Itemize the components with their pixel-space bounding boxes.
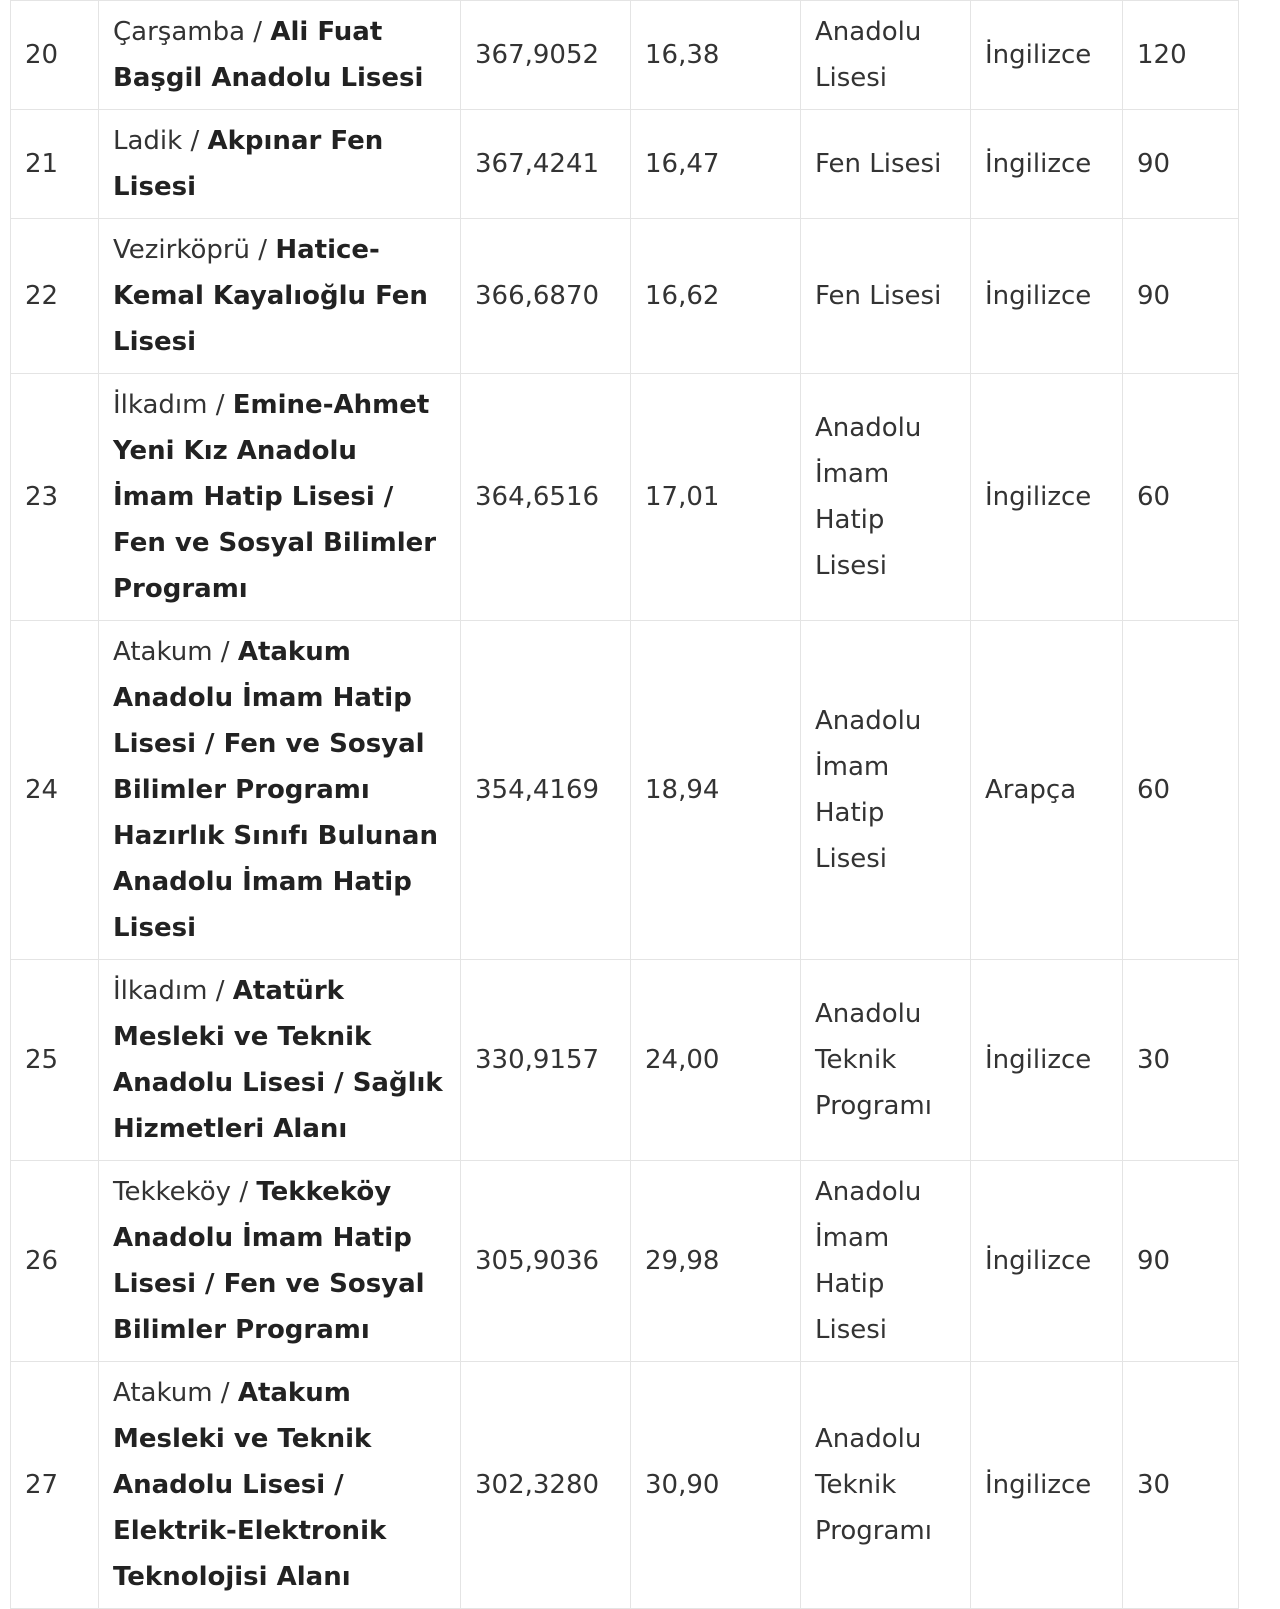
- quota-value: 90: [1137, 1246, 1171, 1276]
- district-name: Atakum: [113, 1378, 213, 1408]
- rank-number: 26: [25, 1246, 59, 1276]
- rank-cell: [11, 1362, 99, 1609]
- school-type-cell: [801, 1, 971, 110]
- score-cell: [461, 374, 631, 621]
- percentile-value: 18,94: [645, 775, 720, 805]
- rank-number: 21: [25, 149, 59, 179]
- table-row: [11, 621, 1239, 960]
- percentile-value: 30,90: [645, 1470, 720, 1500]
- school-table: [10, 0, 1239, 1609]
- base-score: 354,4169: [475, 775, 600, 805]
- table-row: [11, 1, 1239, 110]
- rank-number: 23: [25, 482, 59, 512]
- table-row: [11, 960, 1239, 1161]
- quota-cell: [1123, 1, 1239, 110]
- percentile-value: 16,47: [645, 149, 720, 179]
- percentile-cell: [631, 374, 801, 621]
- percentile-cell: [631, 1161, 801, 1362]
- school-type: Anadolu Lisesi: [815, 17, 922, 93]
- rank-cell: [11, 960, 99, 1161]
- school-cell: Atakum / Atakum Mesleki ve Teknik Anadolu Lisesi / Elektrik-Elektronik Teknolojisi Alanı: [99, 1362, 461, 1609]
- percentile-cell: [631, 110, 801, 219]
- quota-cell: [1123, 1161, 1239, 1362]
- school-name: Tekkeköy Anadolu İmam Hatip Lisesi / Fen ve Sosyal Bilimler Programı: [113, 1177, 425, 1345]
- score-cell: [461, 1362, 631, 1609]
- language-cell: [971, 960, 1123, 1161]
- school-name: Hatice-Kemal Kayalıoğlu Fen Lisesi: [113, 235, 428, 357]
- language-cell: [971, 374, 1123, 621]
- school-type-cell: [801, 960, 971, 1161]
- score-cell: [461, 110, 631, 219]
- score-cell: [461, 621, 631, 960]
- school-type: Fen Lisesi: [815, 149, 942, 179]
- table-row: [11, 110, 1239, 219]
- district-name: Çarşamba: [113, 17, 246, 47]
- base-score: 330,9157: [475, 1045, 600, 1075]
- table-body: [11, 1, 1239, 1609]
- school-type-cell: [801, 1362, 971, 1609]
- school-cell: Atakum / Atakum Anadolu İmam Hatip Lisesi / Fen ve Sosyal Bilimler Programı Hazırlık Sınıfı Bulunan Anadolu İmam Hatip Lisesi: [99, 621, 461, 960]
- language-cell: [971, 1362, 1123, 1609]
- school-cell: İlkadım / Emine-Ahmet Yeni Kız Anadolu İmam Hatip Lisesi / Fen ve Sosyal Bilimler Programı: [99, 374, 461, 621]
- percentile-cell: [631, 1362, 801, 1609]
- school-type: Fen Lisesi: [815, 281, 942, 311]
- school-name: Atakum Anadolu İmam Hatip Lisesi / Fen ve Sosyal Bilimler Programı Hazırlık Sınıfı Bulunan Anadolu İmam Hatip Lisesi: [113, 637, 438, 943]
- school-type-cell: [801, 1161, 971, 1362]
- school-cell: Ladik / Akpınar Fen Lisesi: [99, 110, 461, 219]
- quota-cell: [1123, 960, 1239, 1161]
- base-score: 367,4241: [475, 149, 600, 179]
- quota-value: 90: [1137, 149, 1171, 179]
- rank-number: 25: [25, 1045, 59, 1075]
- school-name: Atatürk Mesleki ve Teknik Anadolu Lisesi / Sağlık Hizmetleri Alanı: [113, 976, 443, 1144]
- percentile-value: 16,38: [645, 40, 720, 70]
- school-type: Anadolu Teknik Programı: [815, 999, 932, 1121]
- percentile-cell: [631, 621, 801, 960]
- rank-number: 27: [25, 1470, 59, 1500]
- district-name: Tekkeköy: [113, 1177, 232, 1207]
- quota-cell: [1123, 1362, 1239, 1609]
- quota-value: 90: [1137, 281, 1171, 311]
- district-name: Ladik: [113, 126, 183, 156]
- school-name: Atakum Mesleki ve Teknik Anadolu Lisesi / Elektrik-Elektronik Teknolojisi Alanı: [113, 1378, 387, 1592]
- table-row: [11, 374, 1239, 621]
- rank-number: 22: [25, 281, 59, 311]
- score-cell: [461, 960, 631, 1161]
- rank-number: 20: [25, 40, 59, 70]
- school-cell: Vezirköprü / Hatice-Kemal Kayalıoğlu Fen Lisesi: [99, 219, 461, 374]
- percentile-cell: [631, 960, 801, 1161]
- table-row: [11, 1362, 1239, 1609]
- table-row: [11, 219, 1239, 374]
- rank-cell: [11, 219, 99, 374]
- foreign-language: İngilizce: [985, 1470, 1092, 1500]
- school-type-cell: [801, 621, 971, 960]
- language-cell: [971, 1, 1123, 110]
- score-cell: [461, 1161, 631, 1362]
- rank-cell: [11, 1161, 99, 1362]
- foreign-language: İngilizce: [985, 1045, 1092, 1075]
- percentile-value: 16,62: [645, 281, 720, 311]
- school-type: Anadolu İmam Hatip Lisesi: [815, 1177, 922, 1345]
- foreign-language: İngilizce: [985, 281, 1092, 311]
- base-score: 364,6516: [475, 482, 600, 512]
- school-name: Akpınar Fen Lisesi: [113, 126, 384, 202]
- rank-number: 24: [25, 775, 59, 805]
- school-type-cell: [801, 110, 971, 219]
- language-cell: [971, 219, 1123, 374]
- foreign-language: İngilizce: [985, 1246, 1092, 1276]
- quota-value: 60: [1137, 775, 1171, 805]
- foreign-language: Arapça: [985, 775, 1077, 805]
- quota-value: 120: [1137, 40, 1187, 70]
- school-type-cell: [801, 374, 971, 621]
- base-score: 366,6870: [475, 281, 600, 311]
- district-name: İlkadım: [113, 976, 208, 1006]
- foreign-language: İngilizce: [985, 149, 1092, 179]
- score-cell: [461, 219, 631, 374]
- quota-value: 30: [1137, 1470, 1171, 1500]
- language-cell: [971, 110, 1123, 219]
- district-name: Atakum: [113, 637, 213, 667]
- rank-cell: [11, 110, 99, 219]
- base-score: 302,3280: [475, 1470, 600, 1500]
- quota-value: 60: [1137, 482, 1171, 512]
- percentile-value: 29,98: [645, 1246, 720, 1276]
- table-row: [11, 1161, 1239, 1362]
- rank-cell: [11, 621, 99, 960]
- school-type: Anadolu İmam Hatip Lisesi: [815, 413, 922, 581]
- percentile-cell: [631, 1, 801, 110]
- school-table-container: [10, 0, 1238, 1609]
- quota-cell: [1123, 219, 1239, 374]
- rank-cell: [11, 1, 99, 110]
- quota-cell: [1123, 621, 1239, 960]
- district-name: İlkadım: [113, 390, 208, 420]
- percentile-cell: [631, 219, 801, 374]
- score-cell: [461, 1, 631, 110]
- foreign-language: İngilizce: [985, 40, 1092, 70]
- school-type-cell: [801, 219, 971, 374]
- quota-cell: [1123, 374, 1239, 621]
- school-cell: Çarşamba / Ali Fuat Başgil Anadolu Lisesi: [99, 1, 461, 110]
- base-score: 367,9052: [475, 40, 600, 70]
- school-type: Anadolu İmam Hatip Lisesi: [815, 706, 922, 874]
- school-name: Emine-Ahmet Yeni Kız Anadolu İmam Hatip Lisesi / Fen ve Sosyal Bilimler Programı: [113, 390, 437, 604]
- percentile-value: 24,00: [645, 1045, 720, 1075]
- foreign-language: İngilizce: [985, 482, 1092, 512]
- percentile-value: 17,01: [645, 482, 720, 512]
- quota-value: 30: [1137, 1045, 1171, 1075]
- school-cell: Tekkeköy / Tekkeköy Anadolu İmam Hatip Lisesi / Fen ve Sosyal Bilimler Programı: [99, 1161, 461, 1362]
- language-cell: [971, 1161, 1123, 1362]
- quota-cell: [1123, 110, 1239, 219]
- district-name: Vezirköprü: [113, 235, 251, 265]
- school-name: Ali Fuat Başgil Anadolu Lisesi: [113, 17, 424, 93]
- school-cell: İlkadım / Atatürk Mesleki ve Teknik Anadolu Lisesi / Sağlık Hizmetleri Alanı: [99, 960, 461, 1161]
- school-type: Anadolu Teknik Programı: [815, 1424, 932, 1546]
- language-cell: [971, 621, 1123, 960]
- rank-cell: [11, 374, 99, 621]
- base-score: 305,9036: [475, 1246, 600, 1276]
